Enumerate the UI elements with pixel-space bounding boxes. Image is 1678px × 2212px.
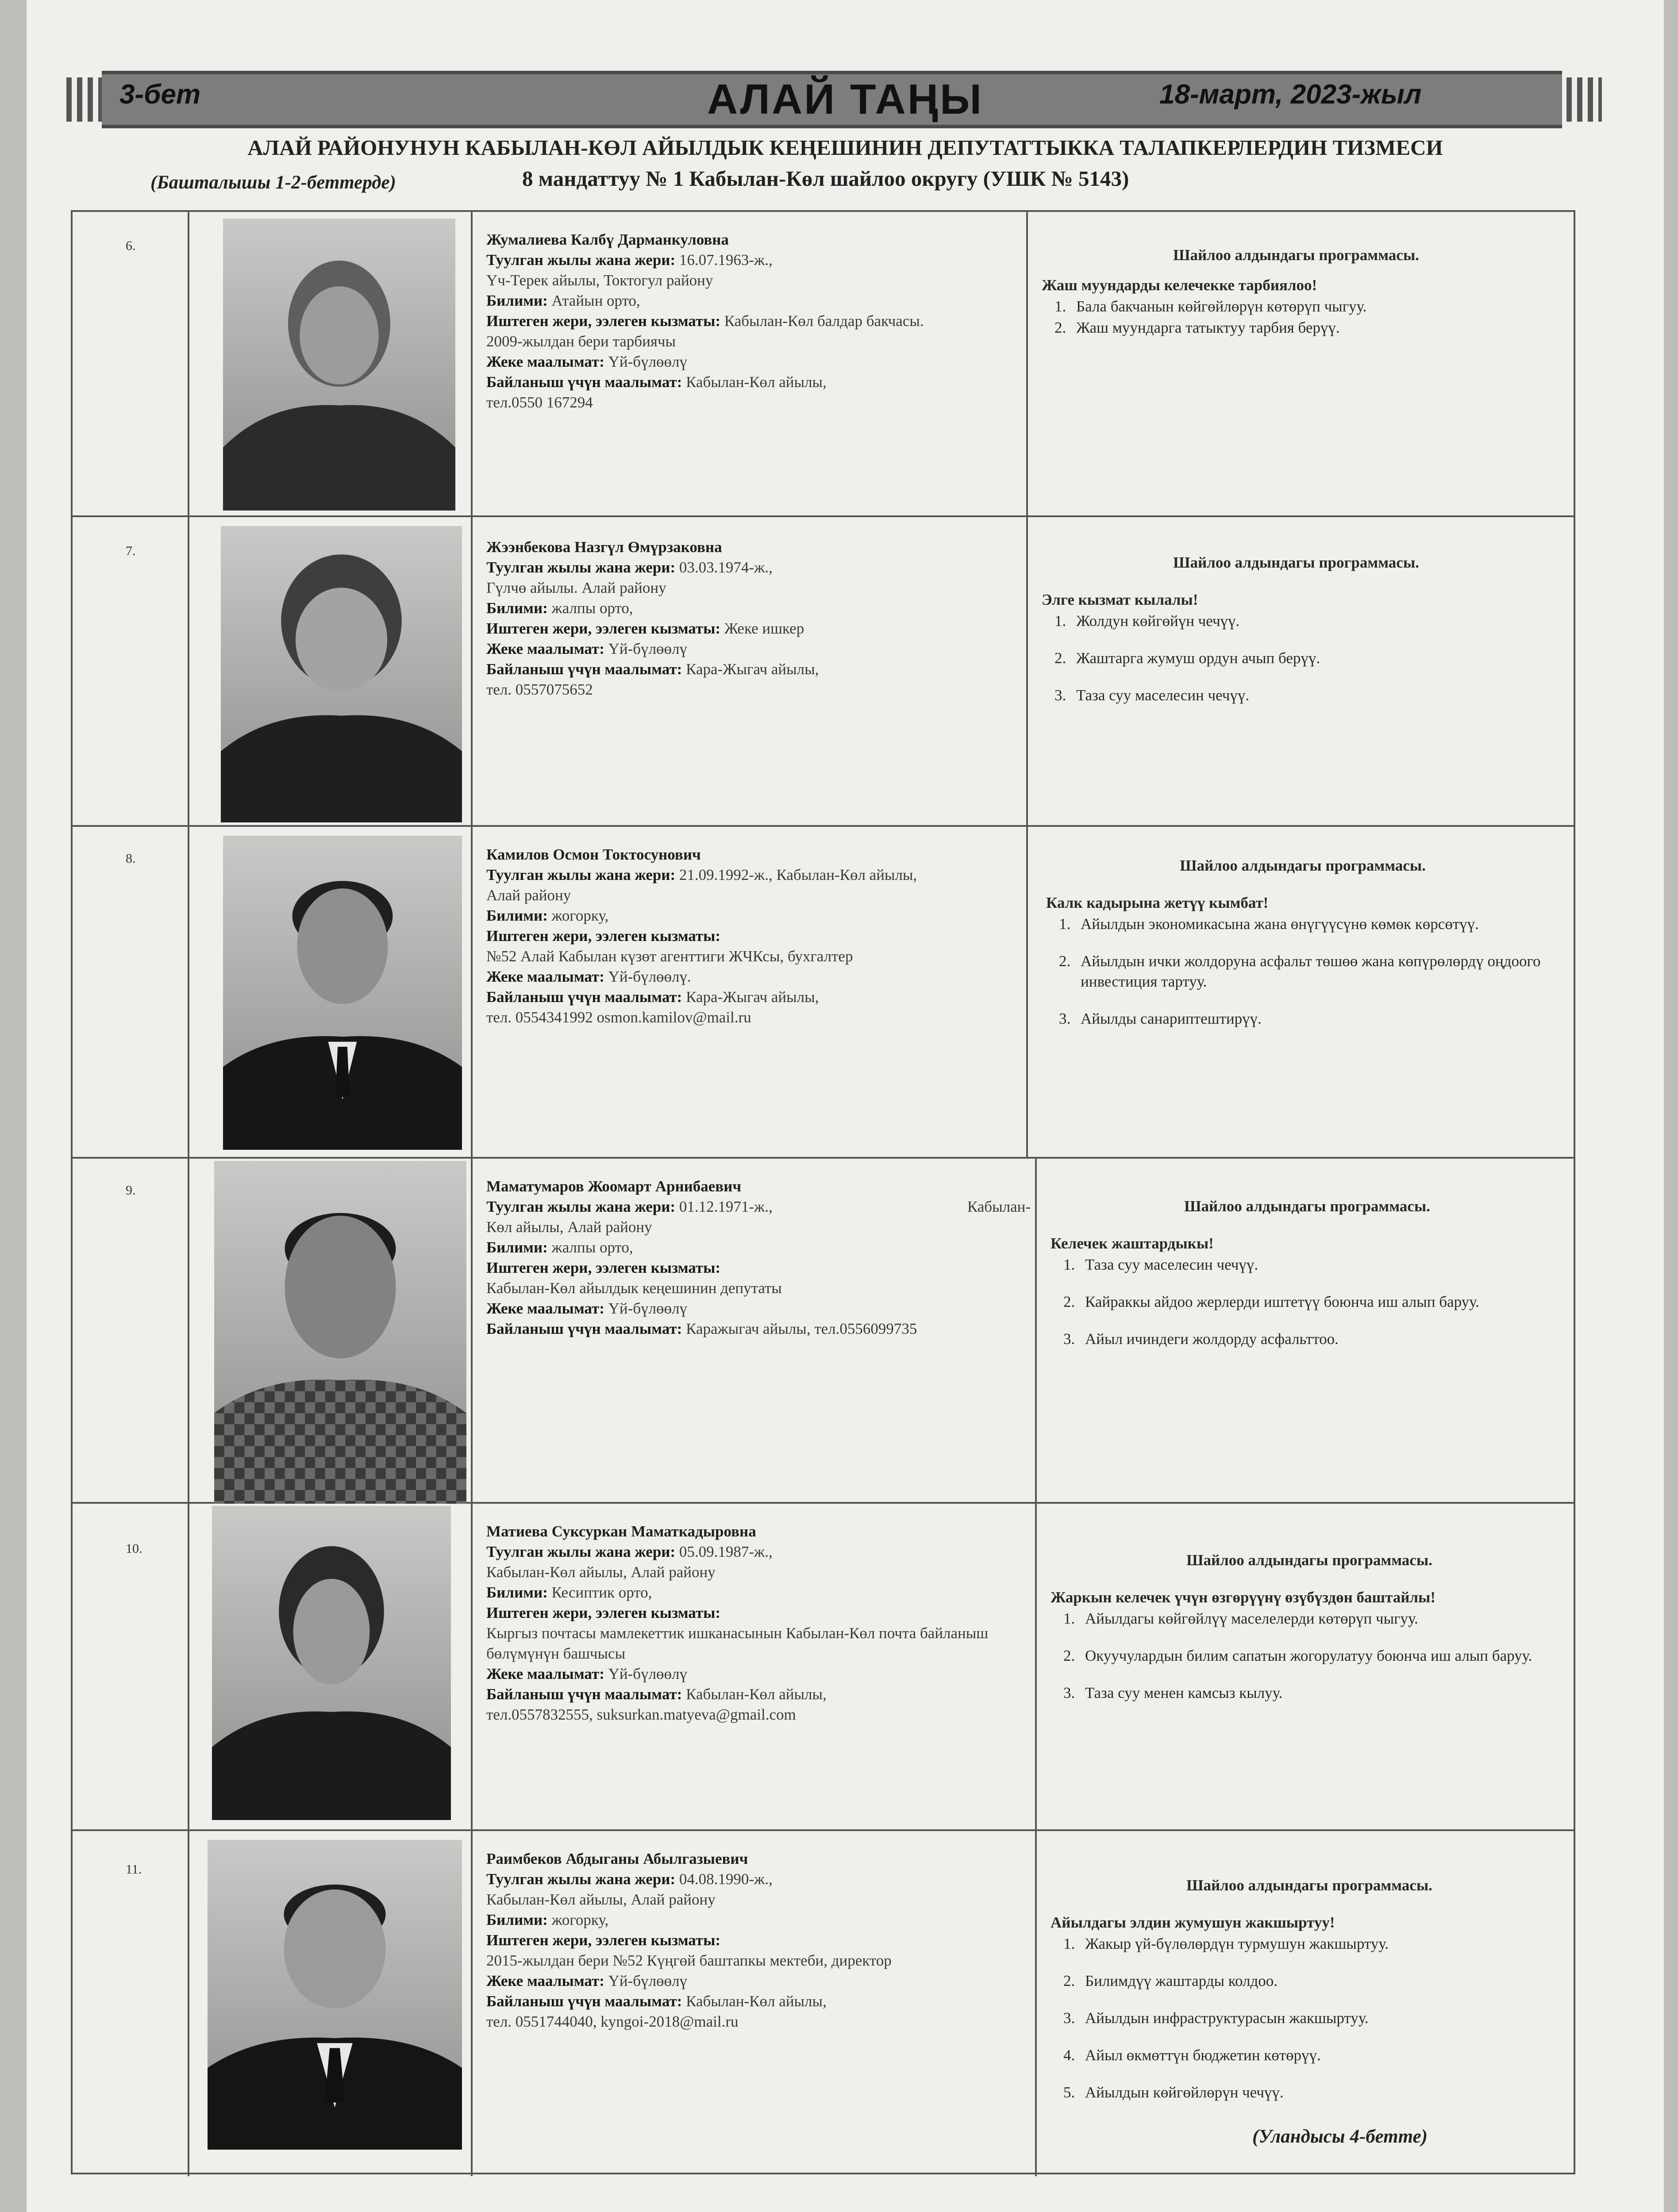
program-item: 2. Айылдын ички жолдоруна асфальт төшөө жана көпүрөлөрдү оңдоого инвестиция тартуу. [1074,951,1559,992]
program-slogan: Жаш муундарды келечекке тарбиялоо! [1042,276,1317,294]
candidate-program: Шайлоо алдындагы программасы. Келечек жаштардыкы! 1. Таза суу маселесин чечүү. 2. Кайраккы айдоо жерлерди иштетүү боюнча иш алып баруу. 3. Айыл ичиндеги жолдорду асфальттоо. [1051,1196,1564,1366]
page-title: АЛАЙ РАЙОНУНУН КАБЫЛАН-КӨЛ АЙЫЛДЫК КЕҢЕШИНИН ДЕПУТАТТЫККА ТАЛАПКЕРЛЕРДИН ТИЗМЕСИ [247,135,1443,160]
program-item: 1. Жолдун көйгөйүн чечүү. [1070,611,1551,631]
newspaper-name: АЛАЙ ТАҢЫ [707,76,984,123]
candidate-program: Шайлоо алдындагы программасы. Айылдагы элдин жумушун жакшыртуу! 1. Жакыр үй-бүлөлөрдүн турмушун жакшыртуу. 2. Билимдүү жаштарды колдоо. 3. Айылдын инфраструктурасын жакшыртуу. 4. Айыл өкмөттүн бюджетин көтөрүү. 5. Айылдын көйгөйлөрүн чечүү. [1051,1875,1568,2120]
program-slogan: Жаркын келечек үчүн өзгөрүүнү өзүбүздөн баштайлы! [1051,1589,1436,1606]
candidate-name: Раимбеков Абдыганы Абылгазыевич [486,1850,748,1867]
candidate-name: Жээнбекова Назгүл Өмүрзаковна [486,538,722,556]
candidate-number: 10. [126,1541,142,1556]
program-item: 2. Кайраккы айдоо жерлерди иштетүү боюнча иш алып баруу. [1079,1292,1564,1312]
program-item: 3. Таза суу менен камсыз кылуу. [1079,1683,1568,1703]
candidate-name: Матиева Суксуркан Маматкадыровна [486,1523,756,1540]
candidate-info: Камилов Осмон Токтосунович Туулган жылы жана жери: 21.09.1992-ж., Кабылан-Көл айылы, Алай району Билими: жогорку, Иштеген жери, ээлеген кызматы: №52 Алай Кабылан күзөт агенттиги ЖЧКсы, бухгалтер Жеке маалымат: Үй-бүлөөлү. Байланыш үчүн маалымат: Кара-Жыгач айылы, тел. 0554341992 osmon.kamilov@mail.ru [486,845,1022,1028]
candidate-row [73,1504,1574,1831]
candidate-name: Маматумаров Жоомарт Арнибаевич [486,1178,742,1195]
continued-from-note: (Башталышы 1-2-беттерде) [150,172,396,193]
candidate-name: Камилов Осмон Токтосунович [486,846,701,863]
program-item: 4. Айыл өкмөттүн бюджетин көтөрүү. [1079,2045,1568,2066]
program-item: 3. Айылдын инфраструктурасын жакшыртуу. [1079,2008,1568,2028]
program-item: 2. Билимдүү жаштарды колдоо. [1079,1971,1568,1991]
candidate-row [73,1159,1574,1504]
program-item: 3. Таза суу маселесин чечүү. [1070,685,1551,706]
program-item: 5. Айылдын көйгөйлөрүн чечүү. [1079,2082,1568,2103]
candidate-photo [221,526,462,822]
program-slogan: Элге кызмат кылалы! [1042,591,1198,608]
candidate-row [73,212,1574,517]
program-item: 1. Жакыр үй-бүлөлөрдүн турмушун жакшыртуу. [1079,1934,1568,1954]
candidate-number: 7. [126,544,136,558]
candidate-photo [212,1506,451,1820]
issue-date: 18-март, 2023-жыл [1159,79,1422,110]
candidate-number: 6. [126,238,136,253]
candidate-photo [223,836,462,1150]
program-item: 1. Таза суу маселесин чечүү. [1079,1255,1564,1275]
program-slogan: Айылдагы элдин жумушун жакшыртуу! [1051,1914,1335,1931]
candidate-row [73,827,1574,1159]
program-item: 3. Айылды санариптештирүү. [1074,1009,1559,1029]
candidate-program: Шайлоо алдындагы программасы. Жаркын келечек үчүн өзгөрүүнү өзүбүздөн баштайлы! 1. Айылдагы көйгөйлүү маселелерди көтөрүп чыгуу. 2. Окуучулардын билим сапатын жогорулатуу боюнча иш алып баруу. 3. Таза суу менен камсыз кылуу. [1051,1550,1568,1720]
candidate-info: Матиева Суксуркан Маматкадыровна Туулган жылы жана жери: 05.09.1987-ж., Кабылан-Көл айылы, Алай району Билими: Кесиптик орто, Иштеген жери, ээлеген кызматы: Кыргыз почтасы мамлекеттик ишканасынын Кабылан-Көл почта байланыш бөлүмүнүн башчысы Жеке маалымат: Үй-бүлөөлү Байланыш үчүн маалымат: Кабылан-Көл айылы, тел.0557832555, suksurkan.matyeva@gmail.com [486,1521,1031,1725]
banner-ornament-right [1566,77,1602,122]
program-item: 1. Айылдын экономикасына жана өнүгүүсүнө көмөк көрсөтүү. [1074,914,1559,934]
candidate-info: Жумалиева Калбү Дарманкуловна Туулган жылы жана жери: 16.07.1963-ж., Үч-Терек айылы, Токтогул району Билими: Атайын орто, Иштеген жери, ээлеген кызматы: Кабылан-Көл балдар бакчасы. 2009-жылдан бери тарбиячы Жеке маалымат: Үй-бүлөөлү Байланыш үчүн маалымат: Кабылан-Көл айылы, тел.0550 167294 [486,230,1017,413]
program-item: 2. Окуучулардын билим сапатын жогорулатуу боюнча иш алып баруу. [1079,1646,1568,1666]
candidate-number: 11. [126,1862,142,1877]
program-slogan: Калк кадырына жетүү кымбат! [1046,894,1269,911]
candidate-info: Жээнбекова Назгүл Өмүрзаковна Туулган жылы жана жери: 03.03.1974-ж., Гүлчө айылы. Алай району Билими: жалпы орто, Иштеген жери, ээлеген кызматы: Жеке ишкер Жеке маалымат: Үй-бүлөөлү Байланыш үчүн маалымат: Кара-Жыгач айылы, тел. 0557075652 [486,537,1017,700]
newspaper-page [27,0,1664,2212]
candidate-number: 8. [126,851,136,866]
program-item: 2. Жаштарга жумуш ордун ачып берүү. [1070,648,1551,668]
continued-on-note: (Уландысы 4-бетте) [1252,2126,1428,2147]
candidate-photo [214,1161,466,1504]
program-item: 1. Айылдагы көйгөйлүү маселелерди көтөрүп чыгуу. [1079,1609,1568,1629]
district-subtitle: 8 мандаттуу № 1 Кабылан-Көл шайлоо округу (УШК № 5143) [522,166,1129,191]
page-number: 3-бет [119,79,201,110]
candidate-photo [223,219,455,511]
program-item: 3. Айыл ичиндеги жолдорду асфальттоо. [1079,1329,1564,1349]
candidate-row [73,517,1574,827]
candidate-program: Шайлоо алдындагы программасы. Элге кызмат кылалы! 1. Жолдун көйгөйүн чечүү. 2. Жаштарга жумуш ордун ачып берүү. 3. Таза суу маселесин чечүү. [1042,553,1551,722]
program-slogan: Келечек жаштардыкы! [1051,1235,1214,1252]
candidate-info: Раимбеков Абдыганы Абылгазыевич Туулган жылы жана жери: 04.08.1990-ж., Кабылан-Көл айылы, Алай району Билими: жогорку, Иштеген жери, ээлеген кызматы: 2015-жылдан бери №52 Күңгөй баштапкы мектеби, директор Жеке маалымат: Үй-бүлөөлү Байланыш үчүн маалымат: Кабылан-Көл айылы, тел. 0551744040, kyngoi-2018@mail.ru [486,1849,1031,2032]
candidate-photo [208,1840,462,2150]
program-item: 2. Жаш муундарга татыктуу тарбия берүү. [1070,318,1551,338]
candidate-program: Шайлоо алдындагы программасы. Калк кадырына жетүү кымбат! 1. Айылдын экономикасына жана өнүгүүсүнө көмөк көрсөтүү. 2. Айылдын ички жолдоруна асфальт төшөө жана көпүрөлөрдү оңдоого инвестиция тартуу. 3. Айылды санариптештирүү. [1046,856,1559,1046]
candidate-number: 9. [126,1183,136,1198]
candidate-name: Жумалиева Калбү Дарманкуловна [486,231,729,248]
candidate-info: Маматумаров Жоомарт Арнибаевич Туулган жылы жана жери: 01.12.1971-ж., Кабылан- Көл айылы, Алай району Билими: жалпы орто, Иштеген жери, ээлеген кызматы: Кабылан-Көл айылдык кеңешинин депутаты Жеке маалымат: Үй-бүлөөлү Байланыш үчүн маалымат: Каражыгач айылы, тел.0556099735 [486,1176,1031,1339]
program-item: 1. Бала бакчанын көйгөйлөрүн көтөрүп чыгуу. [1070,296,1551,317]
candidate-table [71,210,1575,2174]
candidate-row [73,1831,1574,2176]
candidate-program: Шайлоо алдындагы программасы. Жаш муундарды келечекке тарбиялоо! 1. Бала бакчанын көйгөйлөрүн көтөрүп чыгуу. 2. Жаш муундарга татыктуу тарбия берүү. [1042,245,1551,339]
banner-ornament-left [66,77,102,122]
